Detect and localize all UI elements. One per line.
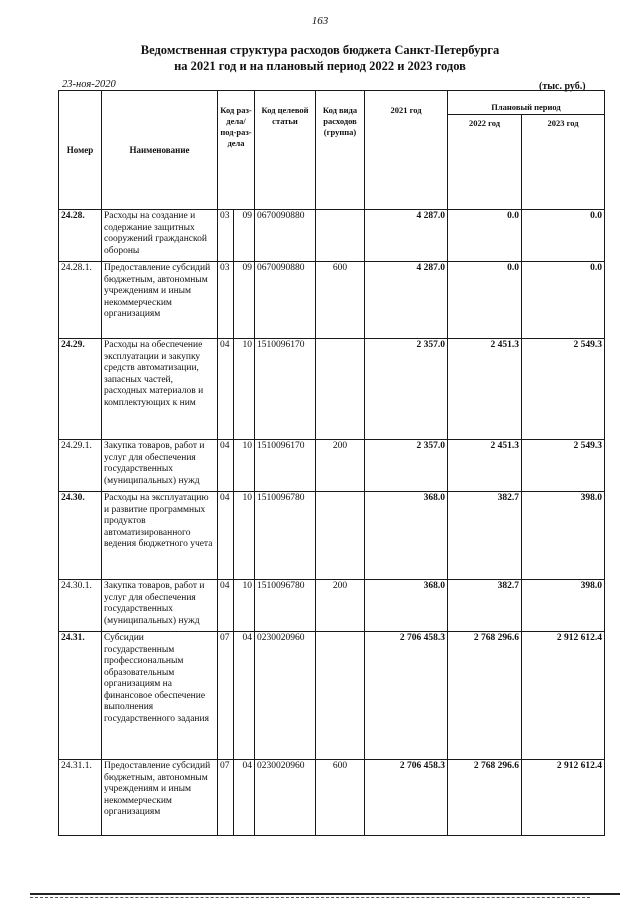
document-date: 23-ноя-2020 xyxy=(62,79,116,90)
row-value-2021: 2 357.0 xyxy=(365,339,448,440)
budget-table xyxy=(58,90,605,836)
row-section: 03 xyxy=(218,210,234,262)
row-target-code: 0230020960 xyxy=(255,760,316,836)
row-value-2022: 2 768 296.6 xyxy=(448,760,522,836)
row-type-code xyxy=(316,339,365,440)
header-target-code: Код целевой статьи xyxy=(255,91,316,210)
row-number: 24.29. xyxy=(59,339,102,440)
row-type-code: 200 xyxy=(316,580,365,632)
row-value-2021: 2 706 458.3 xyxy=(365,760,448,836)
row-number: 24.31. xyxy=(59,632,102,760)
row-number: 24.28.1. xyxy=(59,262,102,339)
table-row xyxy=(59,632,605,760)
row-target-code: 1510096170 xyxy=(255,339,316,440)
row-section: 04 xyxy=(218,492,234,580)
row-value-2021: 2 357.0 xyxy=(365,440,448,492)
units-label: (тыс. руб.) xyxy=(539,81,586,92)
table-row xyxy=(59,440,605,492)
row-value-2022: 0.0 xyxy=(448,210,522,262)
row-value-2022: 382.7 xyxy=(448,492,522,580)
row-value-2021: 4 287.0 xyxy=(365,210,448,262)
row-value-2022: 2 451.3 xyxy=(448,339,522,440)
row-subsection: 10 xyxy=(234,580,255,632)
title-line-2: на 2021 год и на плановый период 2022 и 2023 годов xyxy=(174,59,466,73)
row-type-code: 600 xyxy=(316,760,365,836)
row-type-code xyxy=(316,210,365,262)
row-target-code: 1510096780 xyxy=(255,580,316,632)
row-value-2021: 368.0 xyxy=(365,580,448,632)
table-row xyxy=(59,339,605,440)
row-value-2023: 0.0 xyxy=(522,210,605,262)
row-name: Закупка товаров, работ и услуг для обеспечения государственных (муниципальных) нужд xyxy=(102,580,218,632)
header-2022: 2022 год xyxy=(448,115,522,210)
row-number: 24.30.1. xyxy=(59,580,102,632)
row-name: Предоставление субсидий бюджетным, автономным учреждениям и иным некоммерческим организациям xyxy=(102,262,218,339)
header-name: Наименование xyxy=(102,91,218,210)
row-number: 24.31.1. xyxy=(59,760,102,836)
row-subsection: 09 xyxy=(234,262,255,339)
row-name: Закупка товаров, работ и услуг для обеспечения государственных (муниципальных) нужд xyxy=(102,440,218,492)
row-subsection: 09 xyxy=(234,210,255,262)
row-name: Расходы на эксплуатацию и развитие программных продуктов автоматизированного ведения бюджетного учета xyxy=(102,492,218,580)
row-value-2021: 2 706 458.3 xyxy=(365,632,448,760)
row-subsection: 10 xyxy=(234,440,255,492)
table-row xyxy=(59,580,605,632)
row-target-code: 0670090880 xyxy=(255,210,316,262)
row-target-code: 0230020960 xyxy=(255,632,316,760)
row-value-2022: 2 768 296.6 xyxy=(448,632,522,760)
row-value-2021: 4 287.0 xyxy=(365,262,448,339)
row-value-2023: 2 549.3 xyxy=(522,339,605,440)
row-section: 04 xyxy=(218,440,234,492)
row-section: 07 xyxy=(218,760,234,836)
header-2021: 2021 год xyxy=(365,91,448,210)
row-value-2022: 0.0 xyxy=(448,262,522,339)
table-row xyxy=(59,492,605,580)
row-section: 07 xyxy=(218,632,234,760)
header-section-code: Код раз-дела/ под-раз-дела xyxy=(218,91,255,210)
row-value-2023: 398.0 xyxy=(522,580,605,632)
row-value-2022: 382.7 xyxy=(448,580,522,632)
row-name: Субсидии государственным профессиональным образовательным организациям на финансовое обеспечение выполнения государственного задания xyxy=(102,632,218,760)
row-number: 24.28. xyxy=(59,210,102,262)
row-value-2021: 368.0 xyxy=(365,492,448,580)
header-type-code: Код вида расходов (группа) xyxy=(316,91,365,210)
row-value-2022: 2 451.3 xyxy=(448,440,522,492)
row-number: 24.30. xyxy=(59,492,102,580)
row-value-2023: 0.0 xyxy=(522,262,605,339)
table-row xyxy=(59,760,605,836)
table-row xyxy=(59,210,605,262)
row-section: 04 xyxy=(218,339,234,440)
row-target-code: 1510096780 xyxy=(255,492,316,580)
row-name: Расходы на создание и содержание защитных сооружений гражданской обороны xyxy=(102,210,218,262)
row-type-code: 600 xyxy=(316,262,365,339)
row-type-code xyxy=(316,632,365,760)
table-row xyxy=(59,262,605,339)
row-number: 24.29.1. xyxy=(59,440,102,492)
row-value-2023: 2 912 612.4 xyxy=(522,760,605,836)
row-value-2023: 2 549.3 xyxy=(522,440,605,492)
page-number: 163 xyxy=(311,15,329,27)
header-planned-period: Плановый период xyxy=(448,91,605,115)
row-subsection: 10 xyxy=(234,339,255,440)
header-2023: 2023 год xyxy=(522,115,605,210)
row-name: Расходы на обеспечение эксплуатации и закупку средств автоматизации, запасных частей, расходных материалов и комплектующих к ним xyxy=(102,339,218,440)
row-type-code: 200 xyxy=(316,440,365,492)
row-target-code: 0670090880 xyxy=(255,262,316,339)
row-subsection: 04 xyxy=(234,760,255,836)
row-value-2023: 2 912 612.4 xyxy=(522,632,605,760)
page-footer-rule xyxy=(30,893,620,901)
row-value-2023: 398.0 xyxy=(522,492,605,580)
row-section: 03 xyxy=(218,262,234,339)
title-line-1: Ведомственная структура расходов бюджета Санкт-Петербурга xyxy=(140,43,500,57)
document-title xyxy=(0,42,640,74)
row-target-code: 1510096170 xyxy=(255,440,316,492)
row-type-code xyxy=(316,492,365,580)
row-subsection: 04 xyxy=(234,632,255,760)
row-name: Предоставление субсидий бюджетным, автономным учреждениям и иным некоммерческим организациям xyxy=(102,760,218,836)
row-section: 04 xyxy=(218,580,234,632)
header-number: Номер xyxy=(59,91,102,210)
row-subsection: 10 xyxy=(234,492,255,580)
